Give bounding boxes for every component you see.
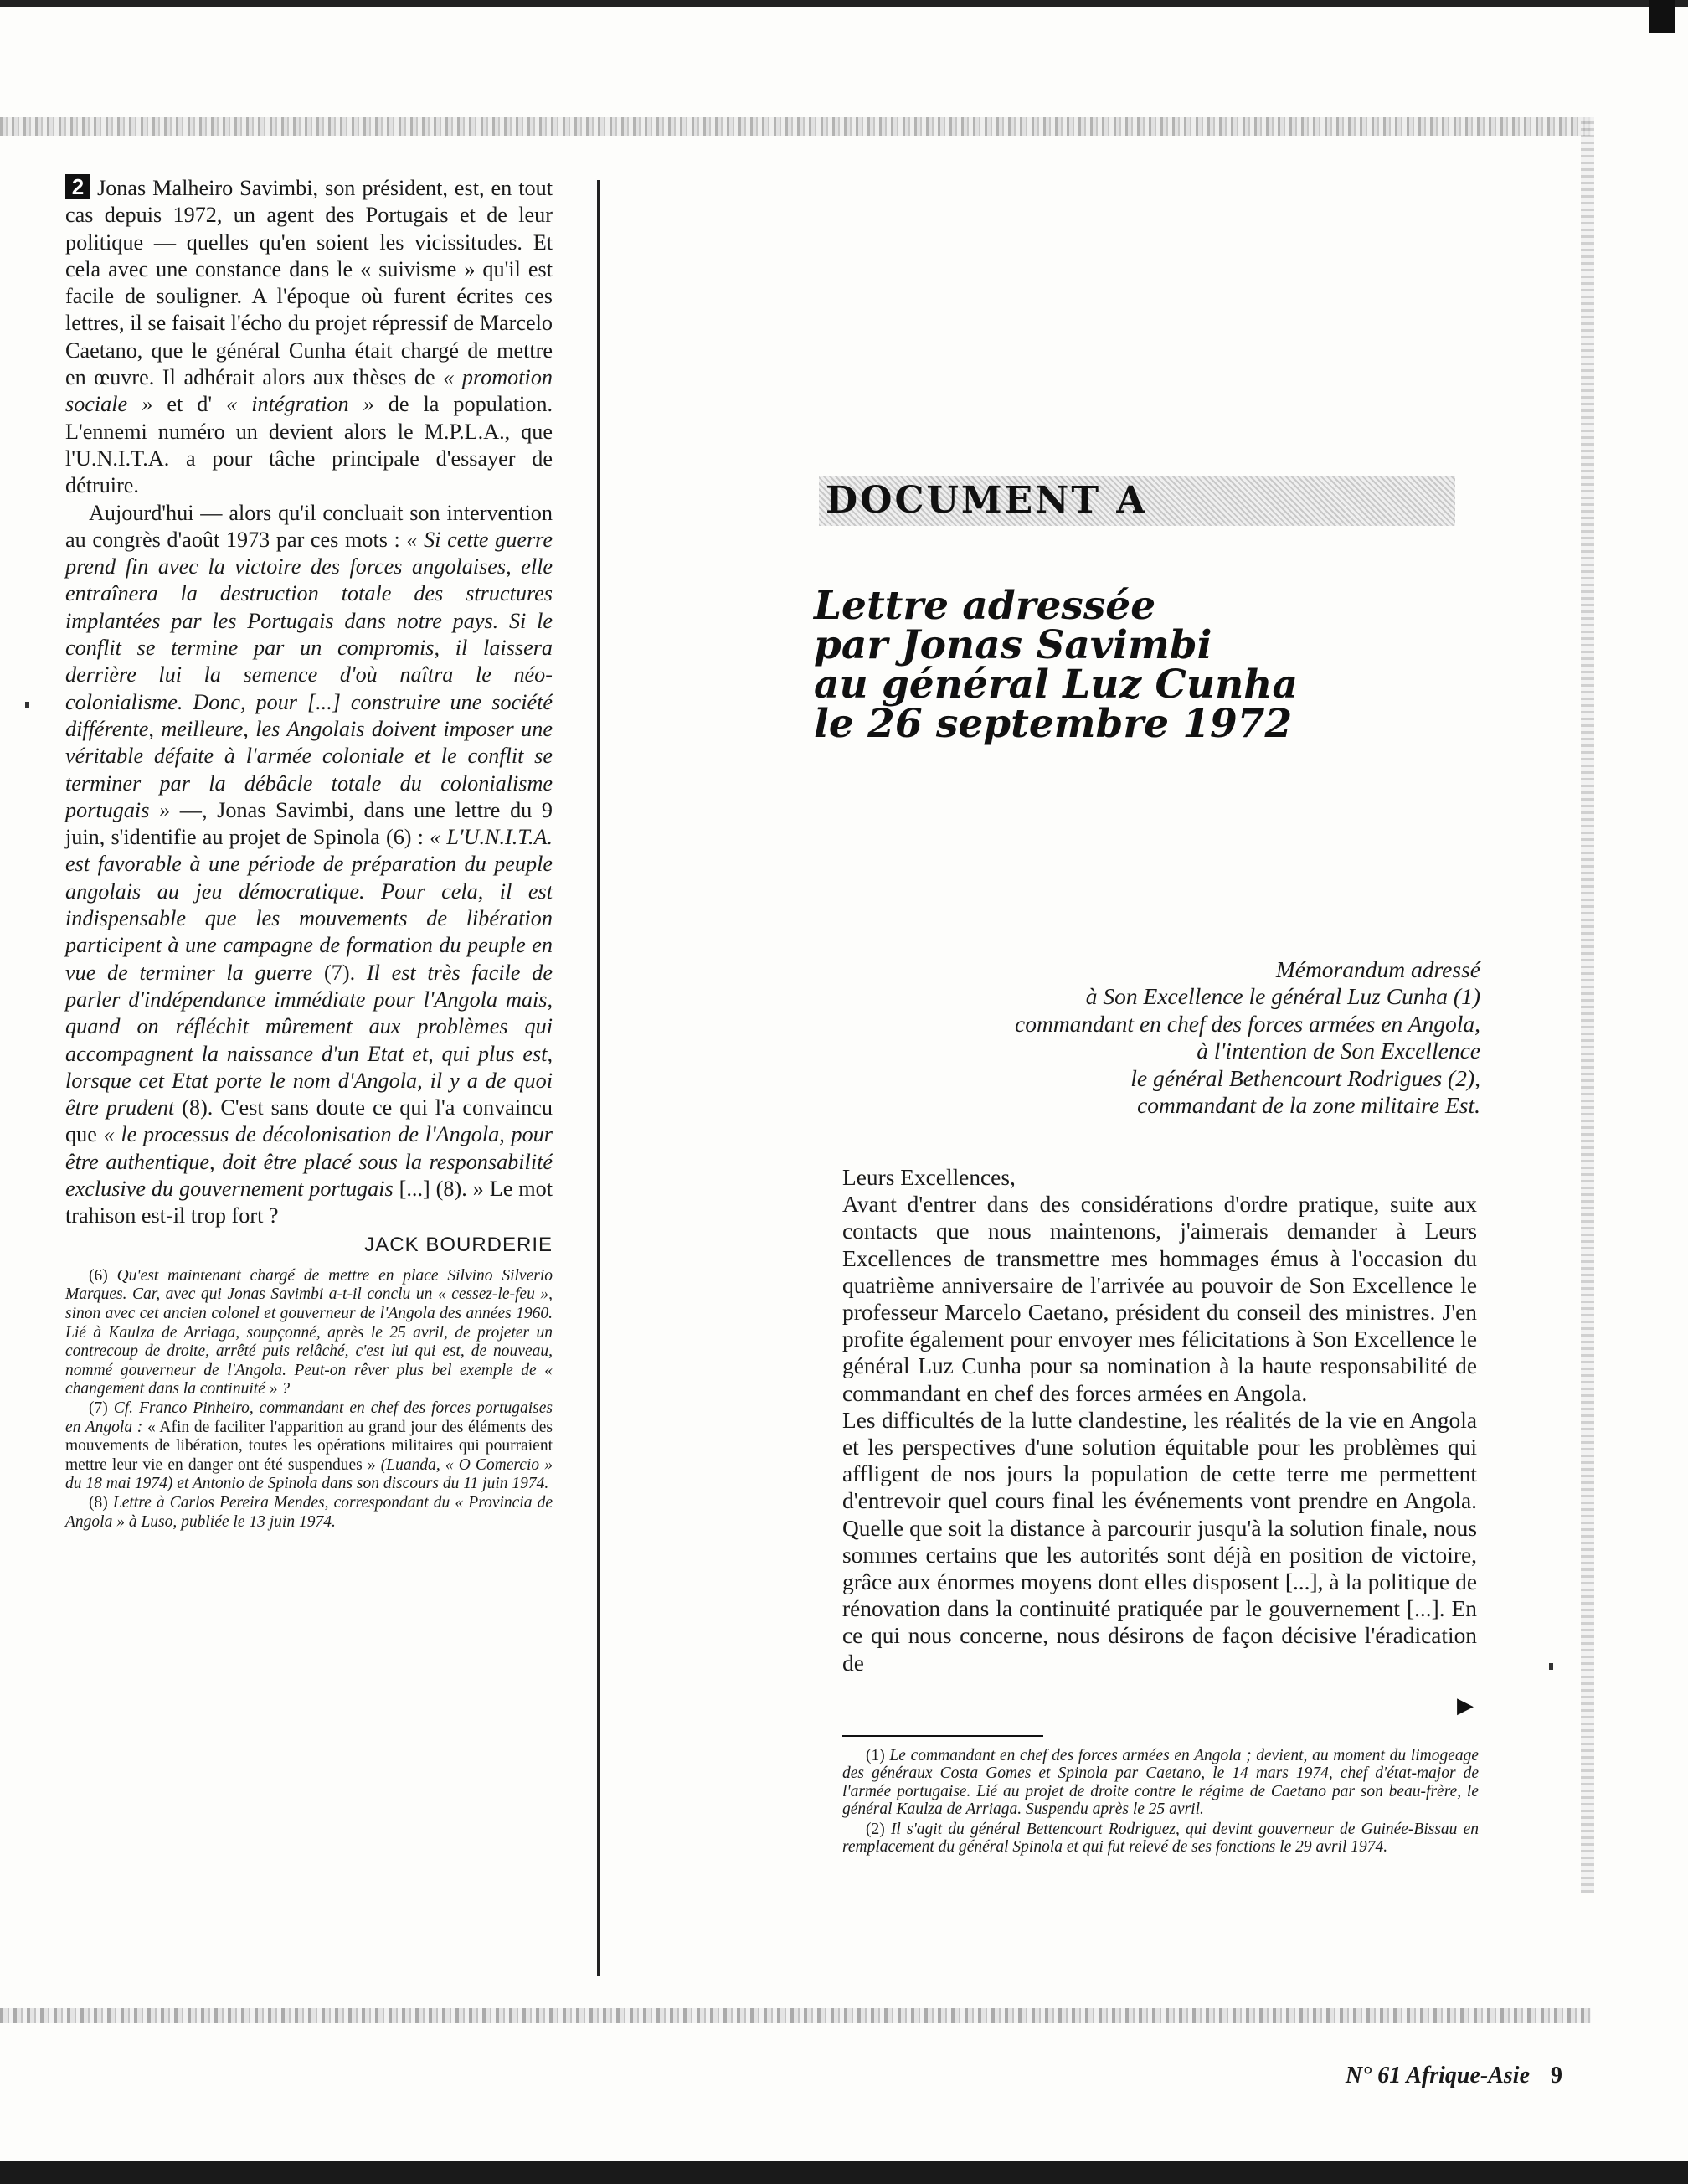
paragraph-text: [...] (8). » Le mot trahison est-il trop fort ? <box>65 1176 553 1228</box>
author-signature: JACK BOURDERIE <box>364 1233 553 1256</box>
title-line: par Jonas Savimbi <box>814 622 1212 668</box>
corner-crop-mark <box>1649 0 1675 33</box>
footnote-text: Cf. Franco Pinheiro, commandant en chef des forces portugaises en Angola : <box>65 1399 553 1436</box>
halftone-band-top <box>0 117 1591 136</box>
page-number: 9 <box>1551 2063 1562 2089</box>
salutation: Leurs Excellences, <box>842 1165 1016 1190</box>
memo-line: commandant en chef des forces armées en Angola, <box>1015 1010 1480 1037</box>
column-divider <box>597 180 600 1976</box>
letter-paragraph-2: Les difficultés de la lutte clandestine, les réalités de la vie en Angola et les perspectives d'une solution équitable pour les problèmes qui affligent de nos jours la population de cette terre me permettent d'entrevoir quel cours final les événements vont prendre en Angola. Quelle que soit la distance à parcourir jusqu'à la solution finale, nous sommes certains que les autorités sont déjà en position de victoire, grâce aux énormes moyens dont elles disposent [...], à la politique de rénovation dans la continuité pratiquée par le gouvernement [...]. En ce qui nous concerne, nous désirons de façon décisive l'éradication de <box>842 1407 1477 1676</box>
issue-number: N° 61 <box>1345 2063 1402 2089</box>
footnote-6 <box>65 1267 553 1399</box>
paragraph-text: —, Jonas Savimbi, dans une lettre du 9 juin, s'identifie au projet de Spinola (6) : <box>65 797 553 850</box>
footnote-ref: (7). <box>312 960 367 985</box>
paragraph-text: de la population. L'ennemi numéro un devient alors le M.P.L.A., que l'U.N.I.T.A. a pour tâche principale d'essayer de détruire. <box>65 392 553 498</box>
footnote-rule <box>842 1735 1043 1737</box>
footnote-text: Le commandant en chef des forces armées en Angola ; devient, au moment du limogeage des généraux Costa Gomes et Spinola par Caetano, le 14 mars 1974, chef d'état-major de l'armée portugaise. Lié au projet de droite contre le régime de Caetano par son beau-frère, le général Kaulza de Arriaga. Suspendu après le 25 avril. <box>842 1747 1480 1819</box>
paragraph-text: (8). C'est sans doute ce qui l'a convaincu que <box>65 1095 553 1147</box>
title-line: le 26 septembre 1972 <box>814 701 1293 747</box>
scan-edge-top <box>0 0 1688 7</box>
memo-line: à l'intention de Son Excellence <box>1197 1038 1480 1064</box>
footnotes-left <box>65 1267 553 1532</box>
quotation: Il est très facile de parler d'indépendance immédiate pour l'Angola mais, quand on réfléchit mûrement aux problèmes qui accompagnent la naissance d'un Etat et, qui plus est, lorsque cet Etat porte le nom d'Angola, il y a de quoi être prudent <box>65 960 553 1120</box>
paragraph-text: Aujourd'hui — alors qu'il concluait son intervention au congrès d'août 1973 par ces mots : <box>65 500 553 552</box>
document-title <box>814 583 1500 747</box>
page-footer <box>1256 2062 1562 2090</box>
quotation: « L'U.N.I.T.A. est favorable à une période de préparation du peuple angolais au jeu démocratique. Pour cela, il est indispensable que les mouvements de libération participent à une campagne de formation du peuple en vue de terminer la guerre <box>65 825 553 985</box>
title-line: Lettre adressée <box>814 583 1156 629</box>
memorandum-address <box>837 956 1480 1119</box>
footnote-8 <box>65 1494 553 1532</box>
quotation: « le processus de décolonisation de l'Angola, pour être authentique, doit être placé sous la responsabilité exclusive du gouvernement portugais <box>65 1122 553 1201</box>
document-banner <box>819 476 1455 526</box>
article-paragraph-2 <box>65 500 553 1230</box>
banner-text: DOCUMENT A <box>826 479 1148 522</box>
footnote-quote: « Afin de faciliter l'apparition au grand jour des éléments des mouvements de libération, toutes les opérations militaires qui pourraient mettre leur vie en danger ont été suspendues » <box>65 1418 553 1474</box>
memo-line: Mémorandum adressé <box>1275 956 1480 982</box>
letter-body <box>842 1164 1477 1677</box>
paragraph-text: et d' <box>152 392 227 417</box>
quoted-term: « intégration » <box>226 392 374 417</box>
footnote-number: (1) <box>866 1747 885 1764</box>
quoted-term: « promotion sociale » <box>65 365 553 417</box>
article-paragraph-1 <box>65 174 553 500</box>
scan-speck <box>25 702 29 708</box>
footnote-number: (6) <box>89 1266 108 1285</box>
halftone-band-right <box>1581 117 1594 1893</box>
memo-line: commandant de la zone militaire Est. <box>1137 1092 1480 1119</box>
footnote-text: (Luanda, « O Comercio » du 18 mai 1974) et Antonio de Spinola dans son discours du 11 juin 1974. <box>65 1455 553 1493</box>
footnote-7 <box>65 1399 553 1494</box>
section-marker: 2 <box>65 174 90 199</box>
halftone-band-bottom <box>0 2008 1591 2023</box>
footnote-text: Lettre à Carlos Pereira Mendes, correspondant du « Provincia de Angola » à Luso, publiée le 13 juin 1974. <box>65 1494 553 1531</box>
footnote-1 <box>842 1747 1479 1819</box>
left-column-article <box>65 174 553 1532</box>
footnote-text: Qu'est maintenant chargé de mettre en place Silvino Silverio Marques. Car, avec qui Jonas Savimbi a-t-il conclu un « cessez-le-feu », sinon avec cet ancien colonel et gouverneur de l'Angola des années 1960. Lié à Kaulza de Arriaga, soupçonné, après le 25 avril, de projeter un contrecoup de droite, arrêté puis relâché, c'est lui qui est, de nouveau, nommé gouverneur de l'Angola. Peut-on rêver plus bel exemple de « changement dans la continuité » ? <box>65 1266 553 1398</box>
scan-edge-bottom <box>0 2161 1688 2184</box>
footnotes-right <box>842 1747 1479 1857</box>
footnote-number: (7) <box>89 1399 108 1418</box>
quotation: « Si cette guerre prend fin avec la victoire des forces angolaises, elle entraînera la destruction totale des structures implantées par les Portugais dans notre pays. Si le conflit se termine par un compromis, il laissera derrière lui la semence d'où naîtra le néo-colonialisme. Donc, pour [...] construire une société différente, meilleure, les Angolais doivent imposer une véritable défaite à l'armée coloniale et le conflit se terminer par la débâcle totale du colonialisme portugais » <box>65 527 553 822</box>
footnote-2 <box>842 1821 1479 1857</box>
footnote-text: Il s'agit du général Bettencourt Rodriguez, qui devint gouverneur de Guinée-Bissau en remplacement du général Spinola et qui fut relevé de ses fonctions le 29 avril 1974. <box>842 1820 1480 1857</box>
memo-line: le général Bethencourt Rodrigues (2), <box>1130 1064 1480 1091</box>
continue-arrow-icon: ▶ <box>1457 1693 1474 1718</box>
paragraph-text: Jonas Malheiro Savimbi, son président, est, en tout cas depuis 1972, un agent des Portugais et de leur politique — quelles qu'en soient les vicissitudes. Et cela avec une constance dans le « suivisme » qu'il est facile de souligner. A l'époque où furent écrites ces lettres, il se faisait l'écho du projet répressif de Marcelo Caetano, que le général Cunha était chargé de mettre en œuvre. Il adhérait alors aux thèses de <box>65 176 553 390</box>
footnote-number: (8) <box>89 1494 108 1512</box>
letter-paragraph-1: Avant d'entrer dans des considérations d'ordre pratique, suite aux contacts que nous maintenons, j'aimerais demander à Leurs Excellences de transmettre mes hommages émus à l'occasion du quatrième anniversaire de l'arrivée au pouvoir de Son Excellence le professeur Marcelo Caetano, président du conseil des ministres. J'en profite également pour envoyer mes félicitations à Son Excellence le général Luz Cunha pour sa nomination à la haute responsabilité de commandant en chef des forces armées en Angola. <box>842 1192 1477 1406</box>
footnote-number: (2) <box>866 1820 885 1838</box>
magazine-name: Afrique-Asie <box>1406 2063 1530 2089</box>
title-line: au général Luz Cunha <box>814 662 1298 708</box>
memo-line: à Son Excellence le général Luz Cunha (1) <box>1085 983 1480 1010</box>
scan-speck <box>1549 1663 1553 1670</box>
